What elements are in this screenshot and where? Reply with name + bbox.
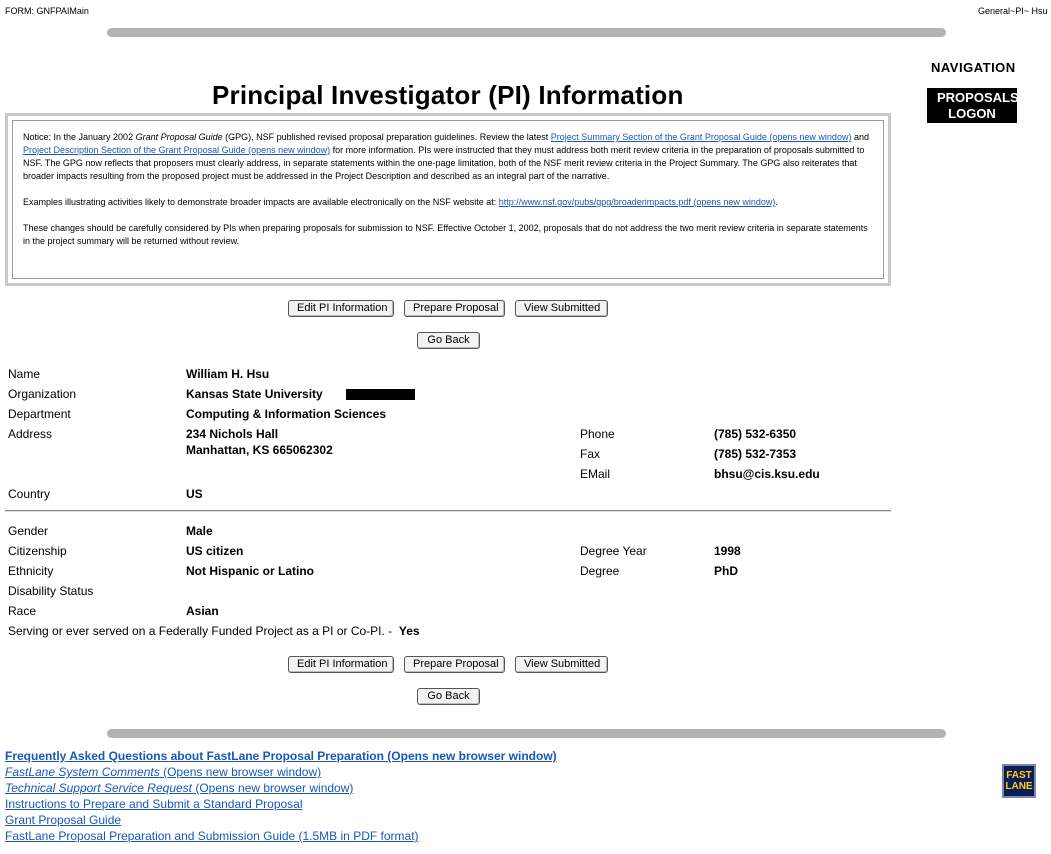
- email-label: EMail: [580, 467, 611, 481]
- technical-support-link[interactable]: [5, 781, 353, 795]
- broader-impacts-link[interactable]: http://www.nsf.gov/pubs/gpg/broaderimpacts.pdf (opens new window): [498, 197, 776, 207]
- ethnicity-value: Not Hispanic or Latino: [186, 564, 315, 578]
- prepare-proposal-button[interactable]: Prepare Proposal: [404, 300, 505, 317]
- federal-project-value: Yes: [398, 624, 420, 638]
- notice-text: and: [851, 132, 869, 142]
- view-submitted-button-bottom[interactable]: View Submitted: [515, 656, 608, 673]
- degree-value: PhD: [714, 564, 738, 578]
- project-summary-link[interactable]: Project Summary Section of the Grant Proposal Guide (opens new window): [550, 132, 852, 142]
- organization-label: Organization: [8, 387, 77, 401]
- go-back-button[interactable]: Go Back: [417, 332, 480, 349]
- instructions-link[interactable]: Instructions to Prepare and Submit a Standard Proposal: [5, 797, 303, 811]
- fastlane-logo-text-2: LANE: [1005, 781, 1033, 792]
- federal-project-label: Serving or ever served on a Federally Funded Project as a PI or Co-PI. -: [8, 624, 393, 638]
- race-value: Asian: [186, 604, 219, 618]
- ethnicity-label: Ethnicity: [8, 564, 54, 578]
- gender-value: Male: [186, 524, 213, 538]
- fastlane-logo-text-1: FAST: [1006, 770, 1032, 781]
- proposals-logon-button[interactable]: [927, 88, 1017, 123]
- department-value: Computing & Information Sciences: [186, 407, 387, 421]
- address-line-2: Manhattan, KS 665062302: [186, 443, 333, 457]
- gender-label: Gender: [8, 524, 49, 538]
- prepare-proposal-button-bottom[interactable]: Prepare Proposal: [404, 656, 505, 673]
- gpg-italic-text: Grant Proposal Guide: [135, 132, 223, 142]
- bottom-divider-bar: [107, 729, 946, 738]
- address-line-1: 234 Nichols Hall: [186, 427, 279, 441]
- degree-year-value: 1998: [714, 544, 741, 558]
- navigation-label: NAVIGATION: [931, 60, 1016, 75]
- grant-proposal-guide-link[interactable]: Grant Proposal Guide: [5, 813, 122, 827]
- top-divider-bar: [107, 28, 946, 37]
- system-comments-italic: FastLane System Comments: [5, 765, 160, 779]
- federal-project-row: [8, 624, 420, 638]
- notice-box: [5, 113, 891, 286]
- phone-value: (785) 532-6350: [714, 427, 797, 441]
- user-label: General~PI~ Hsu: [978, 6, 1048, 16]
- technical-support-rest: (Opens new browser window): [192, 781, 354, 795]
- country-label: Country: [8, 487, 51, 501]
- form-label: FORM: GNFPAIMain: [5, 6, 89, 16]
- phone-label: Phone: [580, 427, 615, 441]
- faq-link[interactable]: Frequently Asked Questions about FastLane Proposal Preparation (Opens new browser window): [5, 749, 557, 763]
- degree-label: Degree: [580, 564, 620, 578]
- proposals-logon-label: PROPOSALS LOGON: [937, 90, 1019, 121]
- race-label: Race: [8, 604, 37, 618]
- system-comments-rest: (Opens new browser window): [159, 765, 322, 779]
- citizenship-value: US citizen: [186, 544, 244, 558]
- fax-value: (785) 532-7353: [714, 447, 797, 461]
- email-value: bhsu@cis.ksu.edu: [714, 467, 820, 481]
- notice-paragraph-2: [23, 196, 873, 209]
- name-label: Name: [8, 367, 41, 381]
- notice-paragraph-1: [23, 131, 873, 183]
- project-description-link[interactable]: Project Description Section of the Grant Proposal Guide (opens new window): [23, 145, 331, 155]
- notice-text: for more information. PIs were instructed that they must address both merit review criteria in the preparation of proposals submitted to NSF. The GPG now reflects that proposers must clearly address, in separate statements within the one-page limitation, both of the NSF merit review criteria in the Project Summary. The GPG also reiterates that broader impacts resulting from the proposed project must be addressed in the Project Description and described as an integral part of the narrative.: [23, 145, 865, 181]
- address-label: Address: [8, 427, 53, 441]
- fax-label: Fax: [580, 447, 601, 461]
- fastlane-guide-link[interactable]: FastLane Proposal Preparation and Submission Guide (1.5MB in PDF format): [5, 829, 419, 843]
- notice-text: Notice: In the January 2002: [23, 132, 136, 142]
- degree-year-label: Degree Year: [580, 544, 647, 558]
- edit-pi-information-button[interactable]: Edit PI Information: [288, 300, 394, 317]
- name-value: William H. Hsu: [186, 367, 270, 381]
- disability-status-label: Disability Status: [8, 584, 94, 598]
- notice-paragraph-3: These changes should be carefully considered by PIs when preparing proposals for submission to NSF. Effective October 1, 2002, proposals that do not address the two merit review criteria in separate statements in the project summary will be returned without review.: [23, 223, 868, 246]
- go-back-button-bottom[interactable]: Go Back: [417, 688, 480, 705]
- notice-text: Examples illustrating activities likely to demonstrate broader impacts are available electronically on the NSF website at:: [23, 197, 499, 207]
- edit-pi-information-button-bottom[interactable]: Edit PI Information: [288, 656, 394, 673]
- fastlane-logo[interactable]: [1002, 764, 1036, 798]
- notice-text: .: [775, 197, 778, 207]
- technical-support-italic: Technical Support Service Request: [5, 781, 192, 795]
- department-label: Department: [8, 407, 71, 421]
- citizenship-label: Citizenship: [8, 544, 67, 558]
- notice-text: (GPG), NSF published revised proposal preparation guidelines. Review the latest: [222, 132, 551, 142]
- organization-value: Kansas State University: [186, 387, 323, 401]
- country-value: US: [186, 487, 203, 501]
- page-title: Principal Investigator (PI) Information: [212, 80, 684, 111]
- system-comments-link[interactable]: [5, 765, 321, 779]
- redaction-block: [346, 389, 415, 400]
- view-submitted-button[interactable]: View Submitted: [515, 300, 608, 317]
- section-divider: [5, 510, 891, 512]
